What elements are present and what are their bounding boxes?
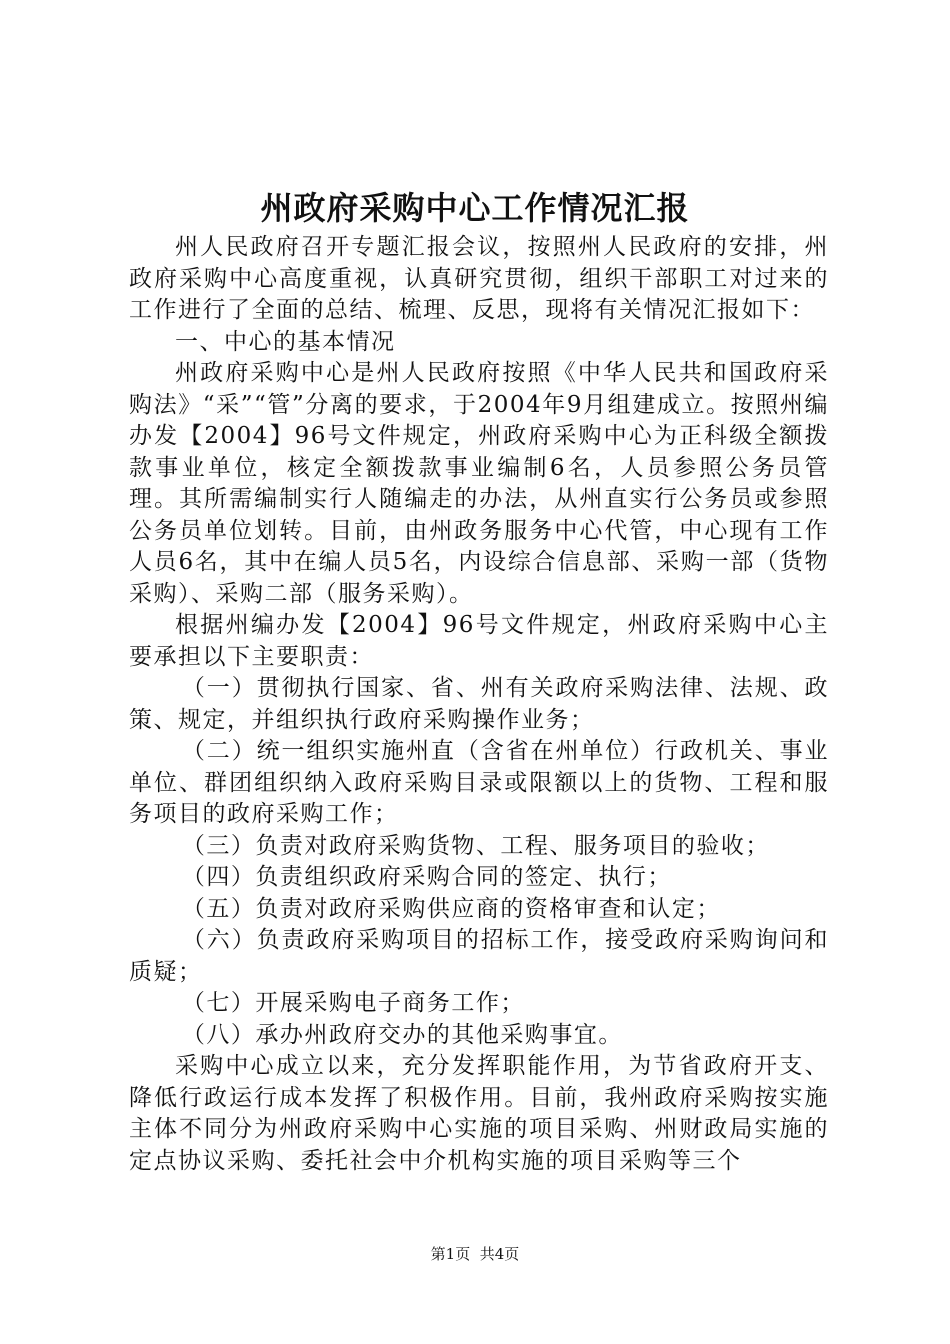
duty-item: （二）统一组织实施州直（含省在州单位）行政机关、事业单位、群团组织纳入政府采购目录或限额以上的货物、工程和服务项目的政府采购工作； [129,738,829,827]
duty-item: （七）开展采购电子商务工作； [181,990,525,1016]
intro-paragraph: 州人民政府召开专题汇报会议，按照州人民政府的安排，州政府采购中心高度重视，认真研究贯彻，组织干部职工对过来的工作进行了全面的总结、梳理、反思，现将有关情况汇报如下： [129,234,829,323]
duty-item: （五）负责对政府采购供应商的资格审查和认定； [181,895,721,922]
duty-item: （四）负责组织政府采购合同的签定、执行； [181,864,672,890]
basic-info-paragraph: 州政府采购中心是州人民政府按照《中华人民共和国政府采购法》“采”“管”分离的要求，于2004年9月组建成立。按照州编办发【2004】96号文件规定，州政府采购中心为正科级全额拨款事业单位，核定全额拨款事业编制6名，人员参照公务员管理。其所需编制实行人随编走的办法，从州直实行公务员或参照公务员单位划转。目前，由州政务服务中心代管，中心现有工作人员6名，其中在编人员5名，内设综合信息部、采购一部（货物采购）、采购二部（服务采购）。 [129,360,829,607]
duty-item: （三）负责对政府采购货物、工程、服务项目的验收； [181,832,770,859]
duty-item: （八）承办州政府交办的其他采购事宜。 [181,1021,623,1048]
page-footer [0,1244,950,1264]
duty-item: （六）负责政府采购项目的招标工作，接受政府采购询问和质疑； [129,927,829,985]
page-number: 第1页 [430,1245,471,1263]
achievements-paragraph: 采购中心成立以来，充分发挥职能作用，为节省政府开支、降低行政运行成本发挥了积极作用。目前，我州政府采购按实施主体不同分为州政府采购中心实施的项目采购、州财政局实施的定点协议采购、委托社会中介机构实施的项目采购等三个 [129,1053,829,1174]
page-total: 共4页 [479,1245,520,1263]
section-heading: 一、中心的基本情况 [175,328,396,355]
document-title: 州政府采购中心工作情况汇报 [260,189,690,227]
duty-item: （一）贯彻执行国家、省、州有关政府采购法律、法规、政策、规定，并组织执行政府采购操作业务； [129,675,829,733]
document-body [129,232,829,1177]
duties-intro-paragraph: 根据州编办发【2004】96号文件规定，州政府采购中心主要承担以下主要职责： [129,612,829,670]
